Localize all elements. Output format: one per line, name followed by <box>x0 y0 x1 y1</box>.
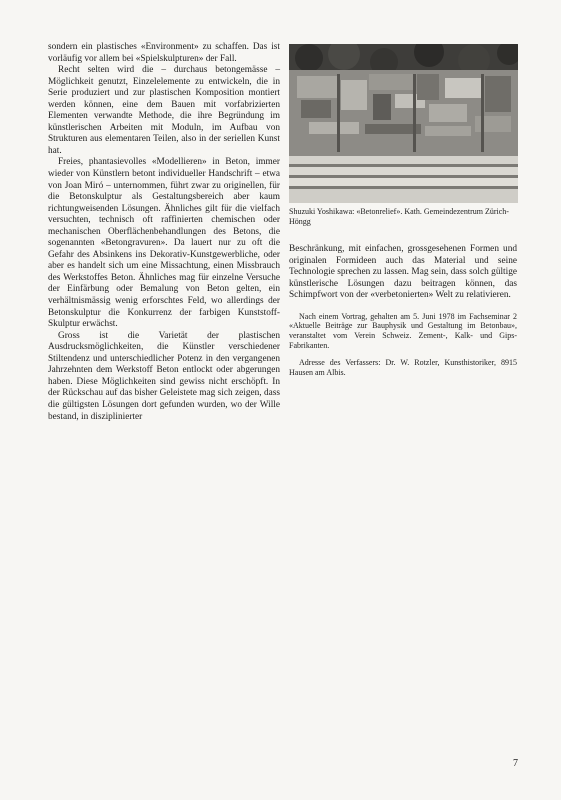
photo-caption: Shuzuki Yoshikawa: «Betonrelief». Kath. Gemeindezentrum Zürich-Höngg <box>289 207 509 226</box>
author-address: Adresse des Verfassers: Dr. W. Rotzler, Kunsthistoriker, 8915 Hausen am Albis. <box>289 358 517 377</box>
paragraph: sondern ein plastisches «Environment» zu schaffen. Das ist vorläufig vor allem bei «Spielskulpturen» der Fall. <box>48 42 280 64</box>
paragraph: Gross ist die Varietät der plastischen Ausdrucksmöglichkeiten, die Künstler verschiedener Stiltendenz und unterschiedlicher Potenz in den vergangenen Jahrzehnten dem Werkstoff Beton entlockt oder abgerungen haben. Diese Möglichkeiten sind gewiss nicht erschöpft. In der Rückschau auf das bisher Geleistete mag sich zeigen, dass die gültigsten Lösungen dort gefunden wurden, wo der Wille bestand, in disziplinierter <box>48 330 280 422</box>
concrete-relief-photo <box>289 44 518 203</box>
paragraph: Recht selten wird die – durchaus betongemässe – Möglichkeit genutzt, Einzelelemente zu entwickeln, die in Serie produziert und zur plastischen Komposition montiert werden können, eine dem Bauen mit vorfabrizierten Elementen verwandte Methode, die ihre Begründung im künstlerischen Arbeiten mit Moduln, im Aufbau von Strukturen aus elementaren Teilen, also in der seriellen Kunst hat. <box>48 65 280 156</box>
right-column <box>289 244 517 377</box>
footnote: Nach einem Vortrag, gehalten am 5. Juni 1978 im Fachseminar 2 «Aktuelle Beiträge zur Bauphysik und Gestaltung im Betonbau», veranstaltet vom Verein Schweiz. Zement-, Kalk- und Gips-Fabrikanten. <box>289 311 517 350</box>
paragraph: Beschränkung, mit einfachen, grossgesehenen Formen und originalen Formideen auch das Material und seine Technologie sprechen zu lassen. Mag sein, dass solch gültige künstlerische Lösungen dazu beitragen können, das Schimpfwort von der «verbetonierten» Welt zu relativieren. <box>289 244 517 301</box>
page-number: 7 <box>513 758 518 769</box>
paragraph: Freies, phantasievolles «Modellieren» in Beton, immer wieder von Künstlern betont individueller Handschrift – etwa von Joan Miró – unternommen, führt zwar zu originellen, für die Betonskulptur als Gestaltungsbereich aber kaum richtungweisenden Lösungen. Ähnliches gilt für die vielfach versuchten, technisch oft raffinierten chemischen oder mechanischen Oberflächenbehandlungen des Betons, die sogenannten «Betongravuren». Da lauert nur zu oft die Gefahr des Absinkens ins Dekorativ-Kunstgewerbliche, oder aber es handelt sich um eine Missachtung, einen Missbrauch des Werkstoffes Beton. Ähnliches mag für einzelne Versuche der Einfärbung oder Bemalung von Beton gelten, ein verhältnismässig wenig erforschtes Feld, wo allerdings der Betonskulptur die Konkurrenz der farbigen Kunststoff-Skulptur erwächst. <box>48 157 280 330</box>
left-column <box>48 42 280 423</box>
photo-illustration <box>289 44 518 203</box>
